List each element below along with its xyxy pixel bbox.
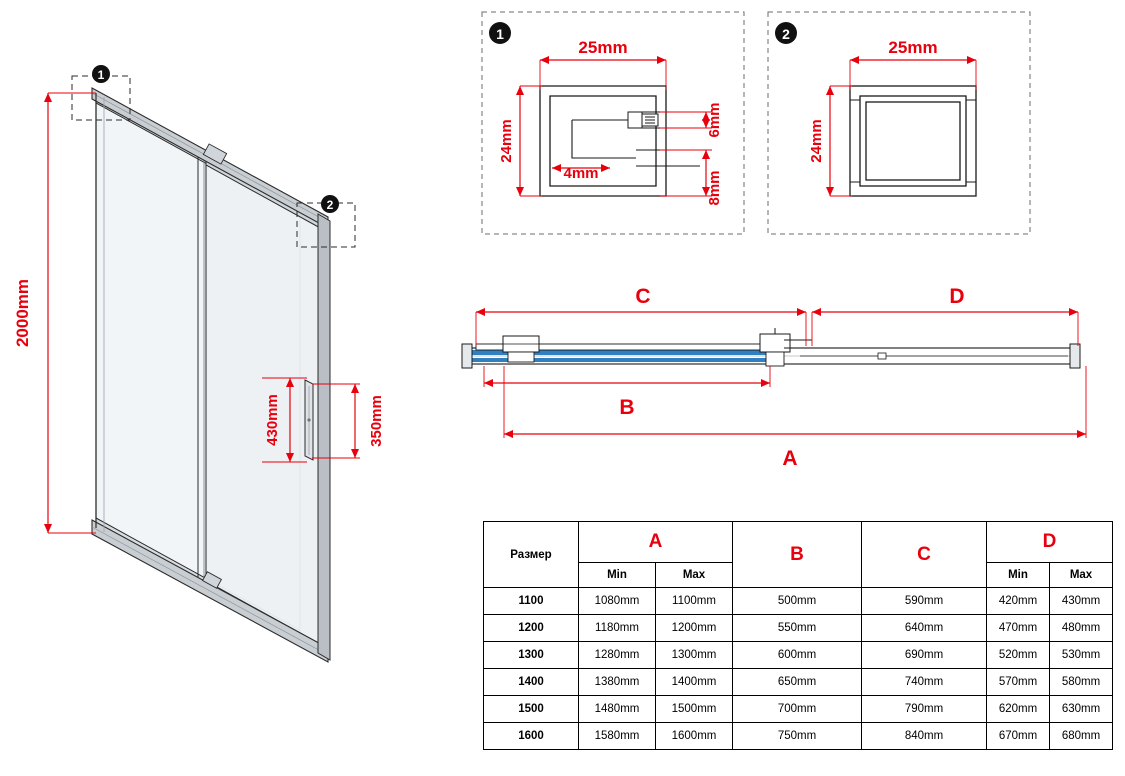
cell-b: 600mm [733,642,862,669]
header-group-c: C [862,522,987,588]
cell-d-min: 620mm [987,696,1050,723]
cell-a-min: 1280mm [579,642,656,669]
cell-d-max: 430mm [1050,588,1113,615]
label-detail1-6: 6mm [706,102,723,138]
header-d-min: Min [987,563,1050,588]
header-d-max: Max [1050,563,1113,588]
cell-size: 1200 [484,615,579,642]
label-detail2-24: 24mm [808,119,825,163]
size-table-body [484,588,1113,750]
cell-a-max: 1300mm [656,642,733,669]
cell-b: 750mm [733,723,862,750]
label-detail2-25: 25mm [888,38,938,57]
header-a-max: Max [656,563,733,588]
cell-d-min: 420mm [987,588,1050,615]
header-group-a: A [579,522,733,563]
cell-a-min: 1180mm [579,615,656,642]
cell-c: 740mm [862,669,987,696]
cell-b: 650mm [733,669,862,696]
cell-d-max: 680mm [1050,723,1113,750]
table-row [484,669,1113,696]
label-plan-c: C [635,285,651,308]
cell-c: 690mm [862,642,987,669]
cell-a-max: 1500mm [656,696,733,723]
label-height-2000: 2000mm [13,278,32,348]
cell-a-min: 1480mm [579,696,656,723]
cell-c: 640mm [862,615,987,642]
table-row [484,615,1113,642]
cell-d-max: 480mm [1050,615,1113,642]
cell-size: 1500 [484,696,579,723]
cell-c: 840mm [862,723,987,750]
cell-size: 1400 [484,669,579,696]
label-handle-430: 430mm [264,394,281,446]
cell-c: 590mm [862,588,987,615]
callout-badge-1 [92,65,110,83]
svg-text:1: 1 [97,68,105,82]
size-table [483,521,1113,750]
cell-d-min: 670mm [987,723,1050,750]
header-a-min: Min [579,563,656,588]
cell-a-min: 1580mm [579,723,656,750]
cell-b: 700mm [733,696,862,723]
plan-strip-view [462,285,1086,470]
cell-a-min: 1380mm [579,669,656,696]
cell-a-min: 1080mm [579,588,656,615]
isometric-door-view [92,88,330,662]
cell-c: 790mm [862,696,987,723]
label-detail1-8: 8mm [706,170,723,206]
cell-a-max: 1100mm [656,588,733,615]
size-table-head [484,522,1113,588]
cell-d-min: 570mm [987,669,1050,696]
cell-b: 550mm [733,615,862,642]
cell-size: 1100 [484,588,579,615]
label-detail1-25: 25mm [578,38,628,57]
table-header-row-letters [484,522,1113,563]
detail-1-panel [482,12,744,234]
label-plan-d: D [949,285,965,308]
table-row [484,723,1113,750]
label-detail1-4: 4mm [563,165,599,182]
cell-size: 1600 [484,723,579,750]
label-plan-b: B [619,396,635,419]
cell-d-max: 630mm [1050,696,1113,723]
label-handle-350: 350mm [368,395,385,447]
label-detail1-24: 24mm [498,119,515,163]
cell-d-max: 580mm [1050,669,1113,696]
svg-text:2: 2 [326,198,334,212]
header-group-b: B [733,522,862,588]
cell-size: 1300 [484,642,579,669]
cell-b: 500mm [733,588,862,615]
cell-d-min: 470mm [987,615,1050,642]
table-row [484,588,1113,615]
svg-text:1: 1 [496,26,504,42]
detail-2-panel [768,12,1030,234]
table-row [484,696,1113,723]
svg-text:2: 2 [782,26,790,42]
header-razmer: Размер [484,522,579,588]
cell-d-max: 530mm [1050,642,1113,669]
cell-a-max: 1600mm [656,723,733,750]
callout-badge-2 [321,195,339,213]
label-plan-a: A [782,447,798,470]
dimension-height-2000 [13,93,96,533]
cell-a-max: 1200mm [656,615,733,642]
cell-a-max: 1400mm [656,669,733,696]
cell-d-min: 520mm [987,642,1050,669]
table-row [484,642,1113,669]
header-group-d: D [987,522,1113,563]
